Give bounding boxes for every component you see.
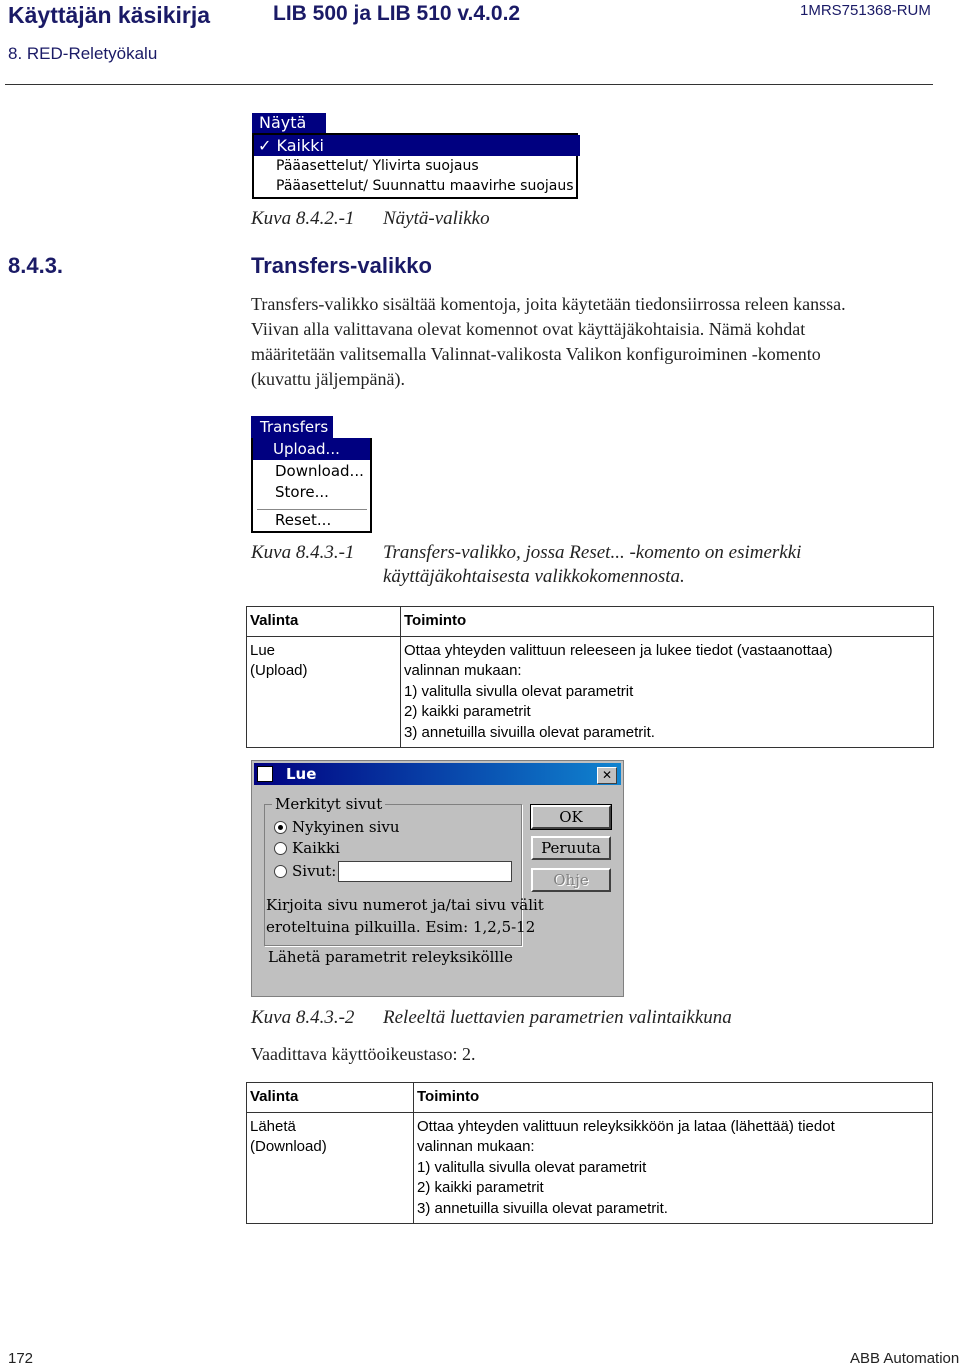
radio-label-all: Kaikki [292, 839, 340, 857]
help-button[interactable]: Ohje [531, 868, 611, 892]
figure-caption-text-line2: käyttäjäkohtaisesta valikkokomennosta. [383, 566, 685, 587]
menu-item-reset[interactable]: Reset... [275, 511, 332, 529]
manual-title: Käyttäjän käsikirja [8, 2, 211, 28]
table-header-valinta: Valinta [247, 1083, 414, 1113]
table-header-toiminto: Toiminto [414, 1083, 933, 1113]
paragraph-line: Transfers-valikko sisältää komentoja, joita käytetään tiedonsiirrossa releen kanssa. [251, 294, 846, 314]
description-line: valinnan mukaan: [404, 662, 522, 679]
figure-caption-text: Releeltä luettavien parametrien valintaikkuna [383, 1007, 732, 1028]
table-header-toiminto: Toiminto [401, 607, 934, 637]
access-level-note: Vaadittava käyttöoikeustaso: 2. [251, 1044, 476, 1064]
header-divider [5, 84, 933, 85]
app-icon [257, 766, 273, 782]
upload-options-table [246, 606, 934, 748]
description-line: 2) kaikki parametrit [417, 1179, 544, 1196]
download-options-table [246, 1082, 933, 1224]
menu-item-upload[interactable]: Upload... [253, 438, 370, 460]
description-line: 3) annetuilla sivuilla olevat parametrit. [417, 1199, 668, 1217]
description-cell [414, 1112, 933, 1224]
radio-all[interactable] [274, 842, 287, 855]
option-english: (Upload) [250, 662, 308, 679]
transfers-menu-panel [251, 438, 372, 533]
dialog-title: Lue [286, 765, 317, 783]
page-number: 172 [8, 1350, 34, 1367]
nayta-menu-screenshot [252, 113, 578, 199]
chapter-title: 8. RED-Reletyökalu [8, 44, 158, 63]
dialog-title-bar [254, 763, 621, 785]
ok-button[interactable]: OK [531, 805, 611, 829]
figure-caption-number: Kuva 8.4.3.-1 [251, 542, 355, 563]
section-paragraph [251, 292, 941, 392]
transfers-menu-screenshot [251, 416, 372, 533]
nayta-menu-title[interactable]: Näytä [252, 113, 326, 133]
table-row [247, 1112, 933, 1224]
company-name: ABB Automation [850, 1350, 960, 1367]
option-name: Lähetä [250, 1117, 296, 1135]
menu-item-kaikki[interactable]: ✓ Kaikki [254, 135, 580, 156]
pages-hint [266, 894, 544, 938]
section-number: 8.4.3. [8, 253, 64, 278]
description-line: 1) valitulla sivulla olevat parametrit [417, 1158, 647, 1176]
table-row [247, 636, 934, 748]
hint-line: Kirjoita sivu numerot ja/tai sivu välit [266, 896, 544, 914]
paragraph-line: (kuvattu jäljempänä). [251, 369, 405, 389]
menu-item-store[interactable]: Store... [275, 483, 329, 501]
option-cell [247, 636, 401, 748]
figure-caption-text: Transfers-valikko, jossa Reset... -komento on esimerkki [383, 542, 802, 563]
option-cell [247, 1112, 414, 1224]
menu-item-maavirhe[interactable]: Pääasettelut/ Suunnattu maavirhe suojaus [276, 178, 574, 194]
option-english: (Download) [250, 1138, 327, 1155]
hint-line: eroteltuina pilkuilla. Esim: 1,2,5-12 [266, 918, 536, 936]
radio-label-current-page: Nykyinen sivu [292, 818, 400, 836]
description-cell [401, 636, 934, 748]
description-line: 2) kaikki parametrit [404, 703, 531, 720]
description-line: valinnan mukaan: [417, 1138, 535, 1155]
figure-caption-number: Kuva 8.4.3.-2 [251, 1007, 355, 1028]
option-name: Lue [250, 641, 276, 659]
section-title: Transfers-valikko [251, 253, 432, 278]
menu-item-ylivirta[interactable]: Pääasettelut/ Ylivirta suojaus [276, 158, 479, 174]
document-code: 1MRS751368-RUM [800, 2, 931, 19]
menu-item-download[interactable]: Download... [275, 462, 364, 480]
paragraph-line: Viivan alla valittavana olevat komennot ovat käyttäjäkohtaisia. Nämä kohdat [251, 319, 806, 339]
paragraph-line: määritetään valitsemalla Valinnat-valikosta Valikon konfiguroiminen -komento [251, 344, 821, 364]
description-line: 1) valitulla sivulla olevat parametrit [404, 682, 634, 700]
transfers-menu-title[interactable]: Transfers [251, 416, 333, 438]
description-line: Ottaa yhteyden valittuun releyksikköön ja lataa (lähettää) tiedot [417, 1117, 835, 1135]
description-line: Ottaa yhteyden valittuun releeseen ja lukee tiedot (vastaanottaa) [404, 641, 833, 659]
description-line: 3) annetuilla sivuilla olevat parametrit. [404, 723, 655, 741]
lue-dialog-screenshot [251, 760, 624, 997]
close-icon[interactable]: ✕ [597, 767, 617, 784]
product-version: LIB 500 ja LIB 510 v.4.0.2 [273, 2, 521, 25]
radio-label-pages: Sivut: [292, 862, 337, 880]
figure-caption-text: Näytä-valikko [383, 208, 490, 229]
send-to-relay-label[interactable]: Lähetä parametrit releyksiköllle [268, 948, 513, 966]
group-label: Merkityt sivut [272, 795, 385, 813]
radio-pages[interactable] [274, 865, 287, 878]
radio-current-page[interactable] [274, 821, 287, 834]
table-header-valinta: Valinta [247, 607, 401, 637]
nayta-menu-panel [252, 133, 578, 199]
cancel-button[interactable]: Peruuta [531, 836, 611, 860]
pages-input[interactable] [338, 861, 512, 882]
figure-caption-number: Kuva 8.4.2.-1 [251, 208, 355, 229]
